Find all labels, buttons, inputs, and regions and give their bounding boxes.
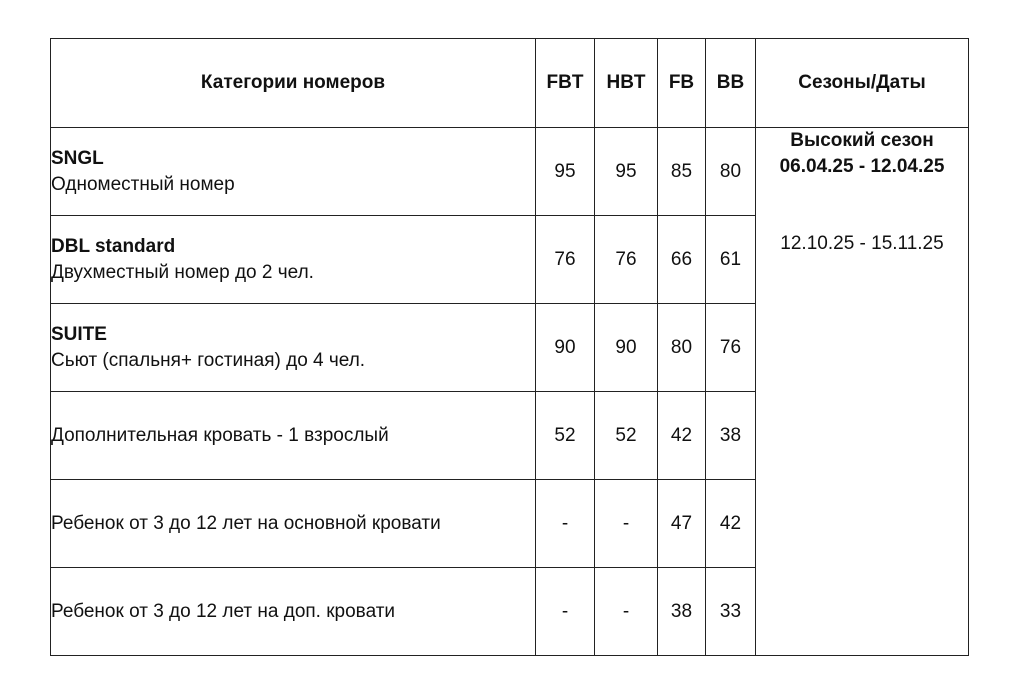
table-row	[51, 128, 969, 216]
season-dates-second: 12.10.25 - 15.11.25	[780, 233, 944, 255]
price-bb: 61	[706, 216, 756, 304]
price-hbt: 95	[595, 128, 658, 216]
category-description: Сьют (спальня+ гостиная) до 4 чел.	[51, 349, 366, 371]
category-cell	[51, 480, 536, 568]
category-code: SUITE	[51, 323, 107, 345]
price-fb: 47	[658, 480, 706, 568]
season-cell	[756, 128, 969, 656]
price-bb: 76	[706, 304, 756, 392]
category-cell	[51, 568, 536, 656]
price-fbt: -	[536, 480, 595, 568]
price-hbt: -	[595, 480, 658, 568]
header-bb: BB	[706, 39, 756, 128]
price-hbt: -	[595, 568, 658, 656]
price-bb: 33	[706, 568, 756, 656]
category-description: Ребенок от 3 до 12 лет на доп. кровати	[51, 600, 396, 622]
header-row	[51, 39, 969, 128]
price-fbt: 52	[536, 392, 595, 480]
category-description: Двухместный номер до 2 чел.	[51, 261, 314, 283]
price-fb: 42	[658, 392, 706, 480]
season-title: Высокий сезон	[790, 130, 934, 151]
category-code: SNGL	[51, 147, 104, 169]
price-fbt: 76	[536, 216, 595, 304]
price-bb: 42	[706, 480, 756, 568]
category-description: Дополнительная кровать - 1 взрослый	[51, 424, 389, 446]
price-fbt: 90	[536, 304, 595, 392]
price-hbt: 90	[595, 304, 658, 392]
price-fbt: 95	[536, 128, 595, 216]
price-fb: 85	[658, 128, 706, 216]
category-description: Ребенок от 3 до 12 лет на основной кровати	[51, 512, 441, 534]
category-description: Одноместный номер	[51, 173, 235, 195]
season-dates-high: 06.04.25 - 12.04.25	[779, 155, 945, 177]
category-code: DBL standard	[51, 235, 176, 257]
header-category: Категории номеров	[51, 39, 536, 128]
category-cell	[51, 128, 536, 216]
price-fb: 38	[658, 568, 706, 656]
price-bb: 80	[706, 128, 756, 216]
price-fb: 80	[658, 304, 706, 392]
rates-table	[50, 38, 969, 656]
price-fbt: -	[536, 568, 595, 656]
price-bb: 38	[706, 392, 756, 480]
header-fb: FB	[658, 39, 706, 128]
category-cell	[51, 304, 536, 392]
category-cell	[51, 392, 536, 480]
price-fb: 66	[658, 216, 706, 304]
header-hbt: HBT	[595, 39, 658, 128]
header-fbt: FBT	[536, 39, 595, 128]
price-hbt: 76	[595, 216, 658, 304]
header-seasons: Сезоны/Даты	[756, 39, 969, 128]
price-hbt: 52	[595, 392, 658, 480]
category-cell	[51, 216, 536, 304]
